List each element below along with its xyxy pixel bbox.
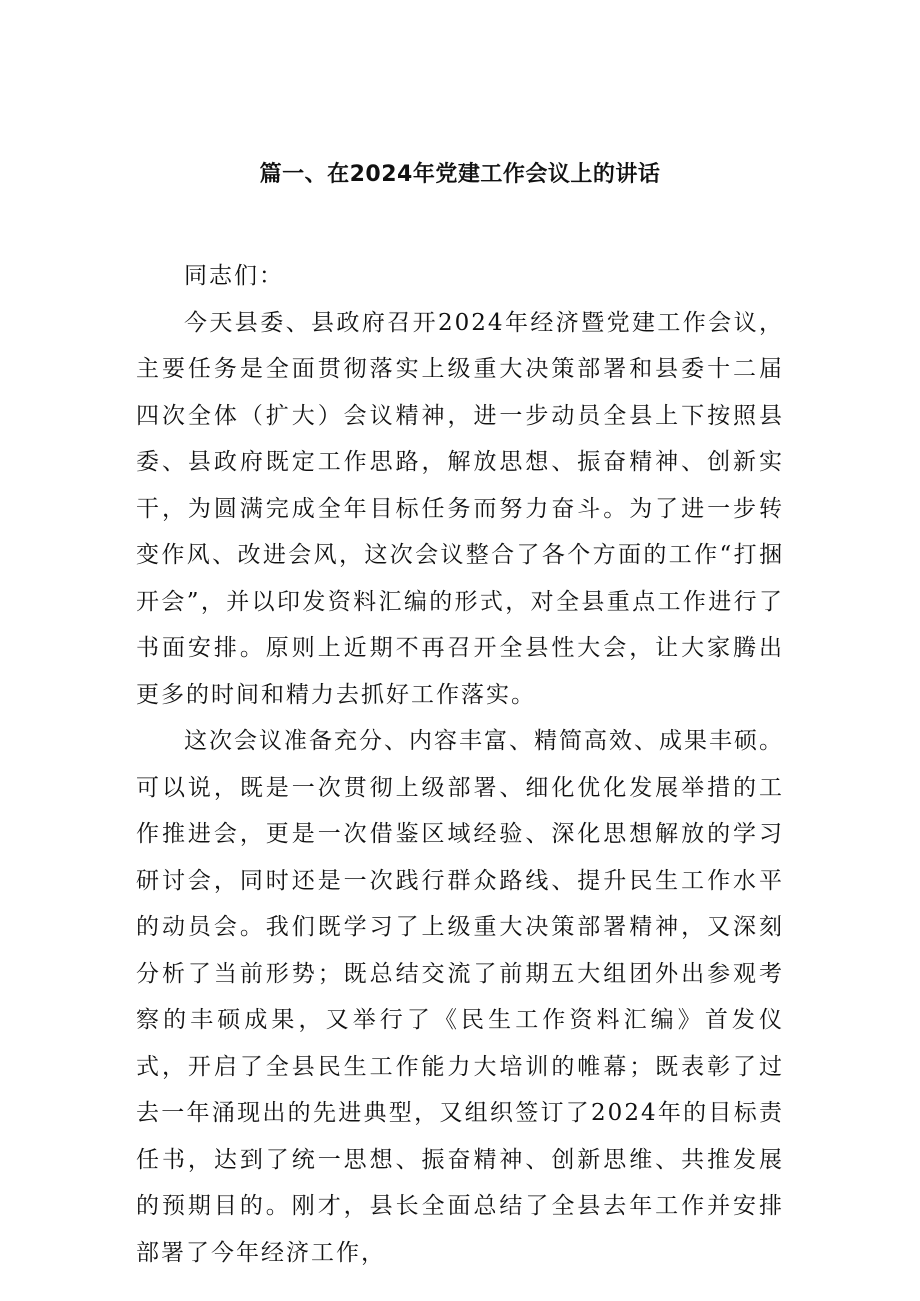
body-paragraph: 这次会议准备充分、内容丰富、精简高效、成果丰硕。可以说，既是一次贯彻上级部署、细化优化发展举措的工作推进会，更是一次借鉴区域经验、深化思想解放的学习研讨会，同时还是一次践行群众路线、提升民生工作水平的动员会。我们既学习了上级重大决策部署精神，又深刻分析了当前形势；既总结交流了前期五大组团外出参观考察的丰硕成果，又举行了《民生工作资料汇编》首发仪式，开启了全县民生工作能力大培训的帷幕；既表彰了过去一年涌现出的先进典型，又组织签订了2024年的目标责任书，达到了统一思想、振奋精神、创新思维、共推发展的预期目的。刚才，县长全面总结了全县去年工作并安排部署了今年经济工作， bbox=[136, 728, 784, 1266]
document-title: 篇一、在2024年党建工作会议上的讲话 bbox=[259, 162, 661, 187]
salutation-paragraph: 同志们： bbox=[184, 263, 284, 289]
body-paragraph: 今天县委、县政府召开2024年经济暨党建工作会议，主要任务是全面贯彻落实上级重大决策部署和县委十二届四次全体（扩大）会议精神，进一步动员全县上下按照县委、县政府既定工作思路，解放思想、振奋精神、创新实干，为圆满完成全年目标任务而努力奋斗。为了进一步转变作风、改进会风，这次会议整合了各个方面的工作“打捆开会”，并以印发资料汇编的形式，对全县重点工作进行了书面安排。原则上近期不再召开全县性大会，让大家腾出更多的时间和精力去抓好工作落实。 bbox=[136, 309, 784, 708]
document-body bbox=[136, 253, 784, 1276]
